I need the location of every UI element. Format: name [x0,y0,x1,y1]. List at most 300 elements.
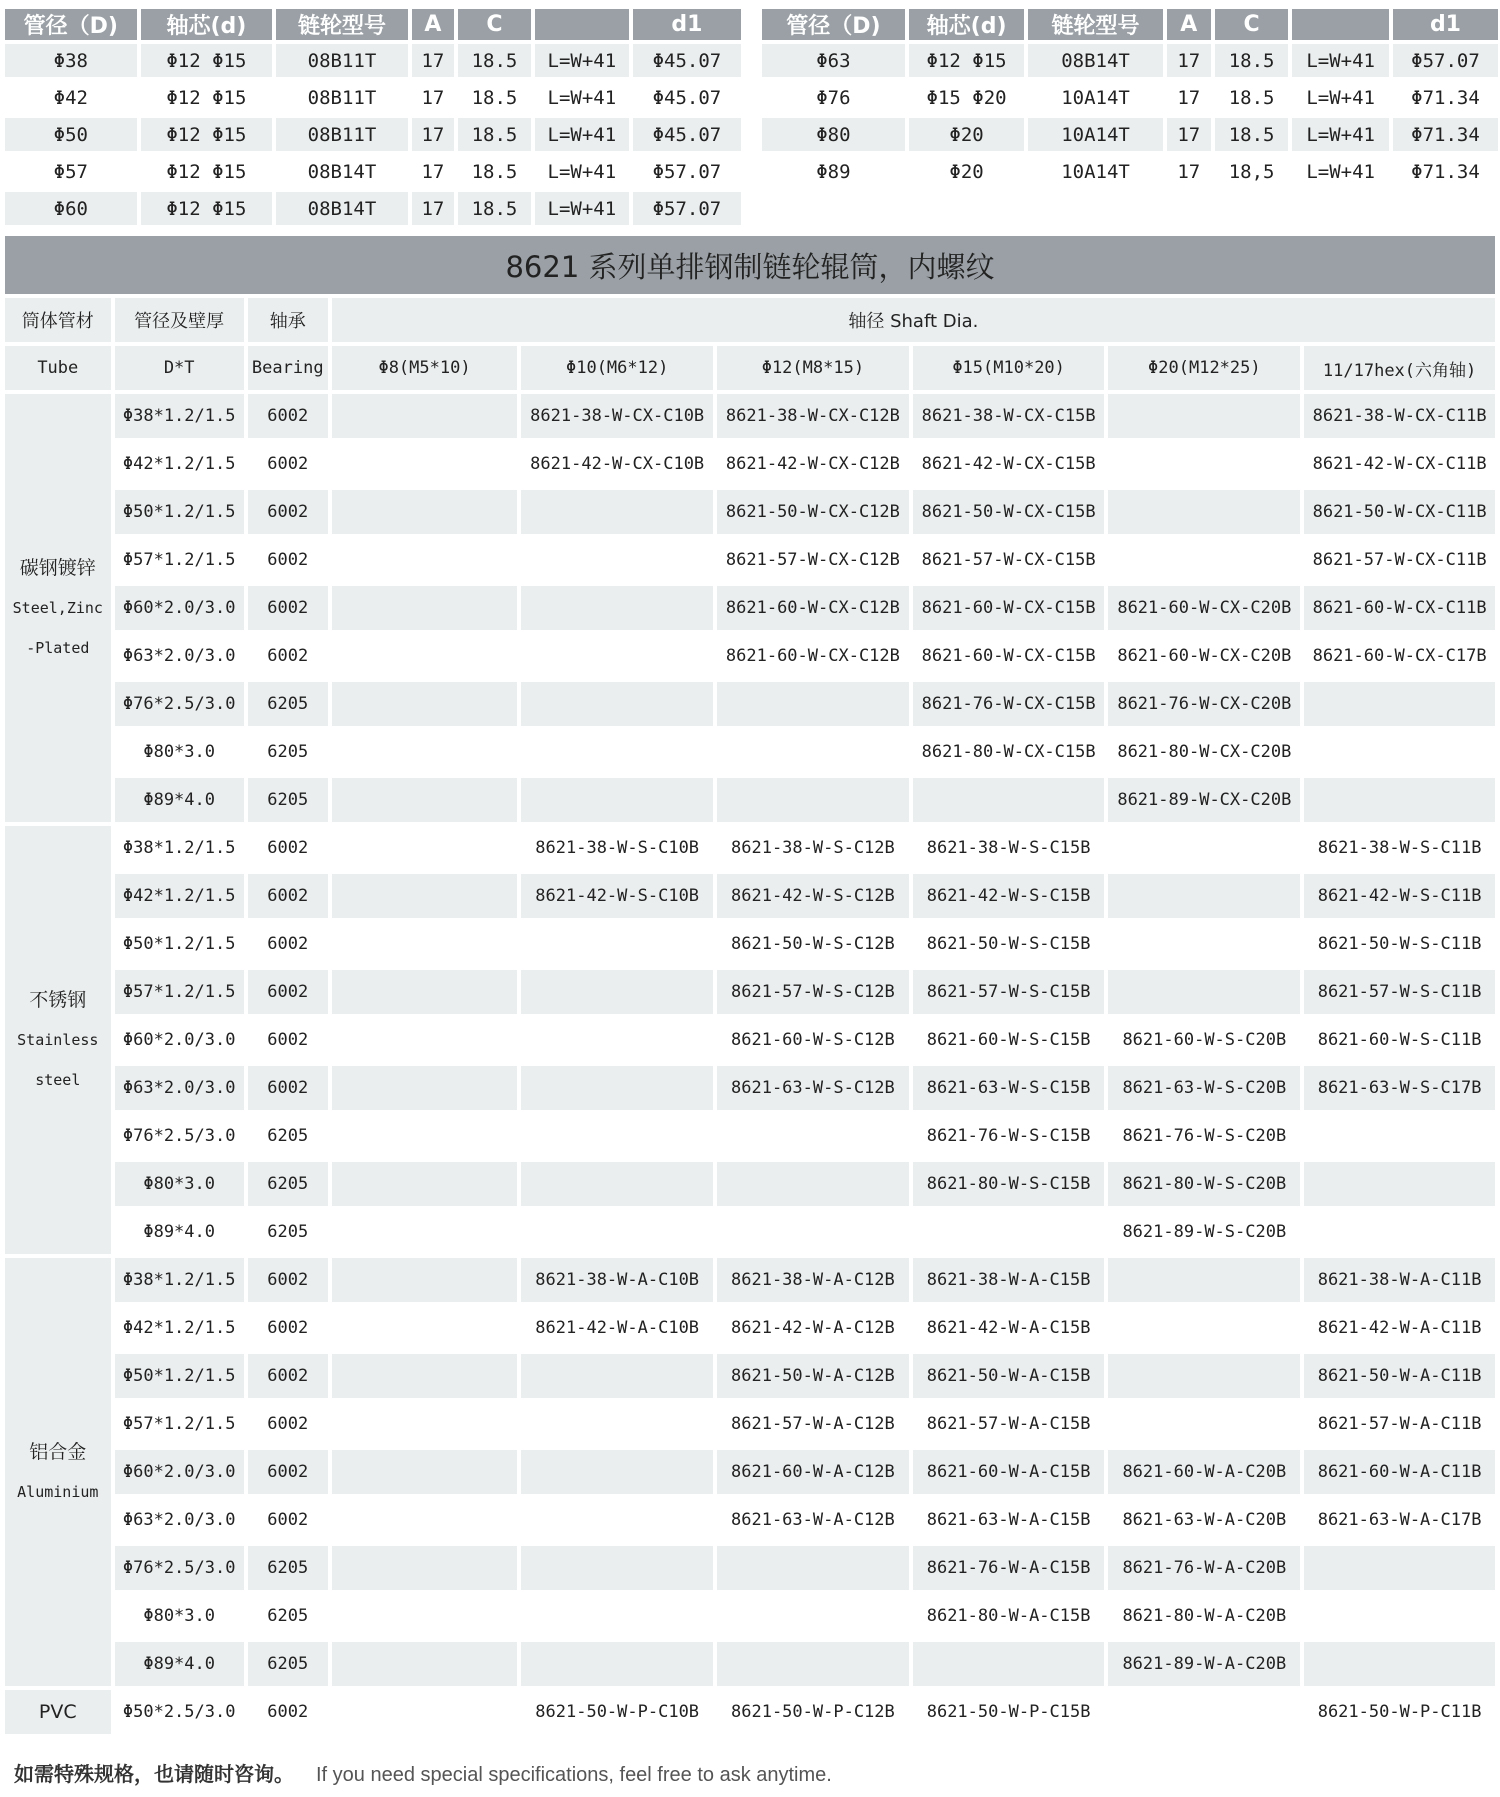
bearing-cell: 6002 [248,394,328,438]
header-tube-material: 筒体管材 [5,298,111,342]
material-name-en: Aluminium [17,1483,99,1501]
part-code-cell [1304,1594,1495,1638]
part-code-cell: 8621-60-W-CX-C17B [1304,634,1495,678]
material-name-cn: 碳钢镀锌 [19,557,96,579]
part-code-cell: 8621-42-W-S-C15B [913,874,1105,918]
diameter-thickness-cell: Φ60*2.0/3.0 [115,586,244,630]
material-name-cn: 铝合金 [29,1441,87,1463]
diameter-thickness-cell: Φ50*1.2/1.5 [115,1354,244,1398]
part-code-cell: 8621-63-W-S-C20B [1108,1066,1300,1110]
part-code-cell: 8621-76-W-S-C15B [913,1114,1105,1158]
spec-cell: 18.5 [458,118,531,151]
part-code-cell [332,1018,518,1062]
table-row [5,1114,1495,1158]
material-name-en: Steel,Zinc [12,599,103,617]
part-code-cell [1108,1402,1300,1446]
part-code-cell [521,1546,713,1590]
spec-cell: 17 [412,118,454,151]
bearing-cell: 6002 [248,826,328,870]
part-code-cell: 8621-57-W-S-C11B [1304,970,1495,1014]
part-code-cell [1304,1210,1495,1254]
part-code-cell [521,1498,713,1542]
part-code-cell: 8621-60-W-CX-C12B [717,586,909,630]
spec-cell: 17 [412,155,454,188]
part-code-cell [521,1594,713,1638]
bearing-cell: 6002 [248,538,328,582]
spec-cell: 17 [412,192,454,225]
part-code-cell: 8621-42-W-A-C15B [913,1306,1105,1350]
diameter-thickness-cell: Φ63*2.0/3.0 [115,634,244,678]
part-code-cell: 8621-60-W-A-C20B [1108,1450,1300,1494]
footer-note-en: If you need special specifications, feel free to ask anytime. [316,1764,832,1786]
table-row [5,1162,1495,1206]
part-code-cell: 8621-42-W-S-C11B [1304,874,1495,918]
part-code-cell [521,490,713,534]
part-code-cell [1108,1690,1300,1734]
table-row [5,730,1495,774]
part-code-cell [521,1018,713,1062]
spec-header-cell: 轴芯(d) [909,9,1025,40]
spec-header-cell: 管径（D) [762,9,905,40]
spec-cell: Φ38 [5,44,137,77]
part-code-cell: 8621-42-W-S-C12B [717,874,909,918]
part-code-cell: 8621-76-W-S-C20B [1108,1114,1300,1158]
bearing-cell: 6002 [248,874,328,918]
part-code-cell: 8621-38-W-CX-C11B [1304,394,1495,438]
part-code-cell: 8621-38-W-A-C12B [717,1258,909,1302]
part-code-cell [717,1546,909,1590]
spec-cell: L=W+41 [535,155,629,188]
spec-table-right [758,5,1500,192]
part-code-cell: 8621-57-W-S-C12B [717,970,909,1014]
part-code-cell [521,586,713,630]
header-shaft-dia: 轴径 Shaft Dia. [332,298,1495,342]
bearing-cell: 6205 [248,1114,328,1158]
spec-cell: Φ45.07 [633,44,741,77]
spec-row [762,44,1498,77]
spec-cell: 18.5 [1215,44,1289,77]
spec-row [762,118,1498,151]
part-code-cell: 8621-80-W-A-C15B [913,1594,1105,1638]
diameter-thickness-cell: Φ80*3.0 [115,1162,244,1206]
material-name-en-2: steel [35,1071,81,1089]
part-code-cell [1304,682,1495,726]
tube-material-cell [5,1258,111,1686]
spec-row [5,155,741,188]
part-code-cell: 8621-42-W-CX-C10B [521,442,713,486]
part-code-cell: 8621-38-W-A-C15B [913,1258,1105,1302]
spec-cell: 08B11T [276,81,408,114]
diameter-thickness-cell: Φ42*1.2/1.5 [115,874,244,918]
part-code-cell [332,826,518,870]
part-code-cell: 8621-60-W-S-C11B [1304,1018,1495,1062]
diameter-thickness-cell: Φ57*1.2/1.5 [115,970,244,1014]
footer-note [14,1758,832,1792]
header-tube: Tube [5,346,111,390]
bearing-cell: 6002 [248,1690,328,1734]
part-code-cell [521,730,713,774]
part-code-cell [332,1162,518,1206]
table-row [5,1642,1495,1686]
part-code-cell [1108,394,1300,438]
spec-cell: Φ89 [762,155,905,188]
spec-cell: 10A14T [1028,155,1162,188]
bearing-cell: 6002 [248,1402,328,1446]
part-code-cell [332,1402,518,1446]
spec-header-cell: 管径（D) [5,9,137,40]
part-code-cell: 8621-38-W-CX-C10B [521,394,713,438]
spec-cell: L=W+41 [535,118,629,151]
table-row [5,1210,1495,1254]
part-code-cell: 8621-80-W-S-C20B [1108,1162,1300,1206]
diameter-thickness-cell: Φ76*2.5/3.0 [115,1114,244,1158]
header-bearing-en: Bearing [248,346,328,390]
spec-cell: Φ42 [5,81,137,114]
part-code-cell [332,730,518,774]
part-code-cell [521,922,713,966]
spec-cell: Φ12 Φ15 [909,44,1025,77]
part-code-cell: 8621-60-W-CX-C20B [1108,586,1300,630]
spec-cell: 17 [1167,44,1211,77]
diameter-thickness-cell: Φ42*1.2/1.5 [115,1306,244,1350]
spec-header-cell: 链轮型号 [276,9,408,40]
part-code-cell: 8621-89-W-CX-C20B [1108,778,1300,822]
spec-cell: 08B11T [276,44,408,77]
part-code-cell [332,1546,518,1590]
part-code-cell: 8621-50-W-CX-C15B [913,490,1105,534]
spec-cell: Φ71.34 [1393,155,1498,188]
diameter-thickness-cell: Φ50*2.5/3.0 [115,1690,244,1734]
spec-cell: Φ12 Φ15 [141,155,273,188]
part-code-cell [332,538,518,582]
table-row [5,778,1495,822]
part-code-cell [521,1450,713,1494]
part-code-cell: 8621-80-W-CX-C15B [913,730,1105,774]
spec-cell: Φ45.07 [633,118,741,151]
spec-header-cell: A [412,9,454,40]
diameter-thickness-cell: Φ80*3.0 [115,1594,244,1638]
diameter-thickness-cell: Φ89*4.0 [115,1210,244,1254]
part-code-cell: 8621-63-W-A-C12B [717,1498,909,1542]
diameter-thickness-cell: Φ89*4.0 [115,778,244,822]
table-row [5,874,1495,918]
spec-row [762,155,1498,188]
part-code-cell: 8621-42-W-A-C10B [521,1306,713,1350]
spec-cell: Φ20 [909,118,1025,151]
bearing-cell: 6002 [248,442,328,486]
part-code-cell: 8621-80-W-A-C20B [1108,1594,1300,1638]
diameter-thickness-cell: Φ63*2.0/3.0 [115,1498,244,1542]
roller-code-table [1,294,1499,1738]
tube-material-cell [5,826,111,1254]
part-code-cell [717,682,909,726]
diameter-thickness-cell: Φ80*3.0 [115,730,244,774]
spec-cell: 08B14T [1028,44,1162,77]
spec-header-cell [535,9,629,40]
part-code-cell [717,1210,909,1254]
part-code-cell: 8621-60-W-CX-C20B [1108,634,1300,678]
part-code-cell [913,778,1105,822]
part-code-cell [332,1450,518,1494]
part-code-cell [521,1642,713,1686]
bearing-cell: 6205 [248,730,328,774]
spec-header-cell [1292,9,1389,40]
part-code-cell [332,1258,518,1302]
diameter-thickness-cell: Φ38*1.2/1.5 [115,1258,244,1302]
diameter-thickness-cell: Φ42*1.2/1.5 [115,442,244,486]
part-code-cell [332,1594,518,1638]
part-code-cell [521,1210,713,1254]
bearing-cell: 6002 [248,1066,328,1110]
spec-cell: 18.5 [458,155,531,188]
part-code-cell: 8621-50-W-CX-C12B [717,490,909,534]
part-code-cell: 8621-57-W-S-C15B [913,970,1105,1014]
part-code-cell: 8621-38-W-A-C11B [1304,1258,1495,1302]
part-code-cell: 8621-60-W-CX-C12B [717,634,909,678]
part-code-cell [332,586,518,630]
part-code-cell [1108,826,1300,870]
spec-header-cell: 链轮型号 [1028,9,1162,40]
spec-cell: Φ45.07 [633,81,741,114]
header-bearing: 轴承 [248,298,328,342]
part-code-cell: 8621-76-W-CX-C20B [1108,682,1300,726]
part-code-cell [1108,874,1300,918]
part-code-cell [521,682,713,726]
part-code-cell [332,682,518,726]
part-code-cell [521,1114,713,1158]
part-code-cell: 8621-42-W-S-C10B [521,874,713,918]
part-code-cell: 8621-57-W-CX-C11B [1304,538,1495,582]
part-code-cell [332,634,518,678]
part-code-cell: 8621-60-W-CX-C15B [913,634,1105,678]
table-row [5,1690,1495,1734]
part-code-cell [521,538,713,582]
part-code-cell [521,1354,713,1398]
part-code-cell: 8621-60-W-S-C12B [717,1018,909,1062]
spec-cell: Φ57.07 [1393,44,1498,77]
bearing-cell: 6002 [248,634,328,678]
part-code-cell: 8621-38-W-CX-C15B [913,394,1105,438]
spec-cell: 18.5 [1215,81,1289,114]
spec-cell: 10A14T [1028,118,1162,151]
spec-cell: Φ20 [909,155,1025,188]
spec-cell: 18,5 [1215,155,1289,188]
part-code-cell [717,1642,909,1686]
part-code-cell [717,730,909,774]
spec-table-left [1,5,745,229]
spec-header-cell: d1 [633,9,741,40]
table-row [5,1066,1495,1110]
part-code-cell [332,778,518,822]
spec-row [5,118,741,151]
spec-cell: 08B14T [276,155,408,188]
part-code-cell: 8621-63-W-S-C17B [1304,1066,1495,1110]
spec-header-cell: 轴芯(d) [141,9,273,40]
part-code-cell [332,442,518,486]
part-code-cell [332,1690,518,1734]
footer-note-cn: 如需特殊规格，也请随时咨询。 [14,1762,294,1786]
spec-cell: 17 [412,44,454,77]
part-code-cell [332,1498,518,1542]
header-shaft-col: Φ8(M5*10) [332,346,518,390]
spec-cell: Φ71.34 [1393,118,1498,151]
header-dt: D*T [115,346,244,390]
table-row [5,1450,1495,1494]
part-code-cell: 8621-80-W-CX-C20B [1108,730,1300,774]
spec-cell: 17 [1167,155,1211,188]
table-row [5,1594,1495,1638]
spec-cell: Φ50 [5,118,137,151]
spec-cell: Φ12 Φ15 [141,192,273,225]
tube-material-cell [5,394,111,822]
part-code-cell [521,778,713,822]
bearing-cell: 6205 [248,1594,328,1638]
diameter-thickness-cell: Φ89*4.0 [115,1642,244,1686]
spec-cell: 17 [412,81,454,114]
spec-cell: L=W+41 [1292,44,1389,77]
spec-row [5,44,741,77]
spec-header-cell: C [1215,9,1289,40]
table-row [5,1354,1495,1398]
spec-cell: Φ57 [5,155,137,188]
bearing-cell: 6002 [248,1354,328,1398]
bearing-cell: 6205 [248,1546,328,1590]
part-code-cell: 8621-50-W-A-C12B [717,1354,909,1398]
part-code-cell: 8621-63-W-A-C20B [1108,1498,1300,1542]
part-code-cell [1304,730,1495,774]
diameter-thickness-cell: Φ50*1.2/1.5 [115,490,244,534]
part-code-cell: 8621-60-W-A-C12B [717,1450,909,1494]
part-code-cell: 8621-50-W-A-C11B [1304,1354,1495,1398]
part-code-cell: 8621-63-W-S-C12B [717,1066,909,1110]
material-name-en-2: -Plated [26,639,90,657]
spec-cell: Φ76 [762,81,905,114]
part-code-cell [332,1642,518,1686]
part-code-cell: 8621-76-W-A-C20B [1108,1546,1300,1590]
header-diameter-thickness: 管径及壁厚 [115,298,244,342]
bearing-cell: 6205 [248,1642,328,1686]
part-code-cell: 8621-50-W-A-C15B [913,1354,1105,1398]
spec-cell: Φ63 [762,44,905,77]
part-code-cell [1108,538,1300,582]
table-row [5,490,1495,534]
spec-header-cell: C [458,9,531,40]
part-code-cell: 8621-60-W-S-C15B [913,1018,1105,1062]
part-code-cell [332,1066,518,1110]
spec-cell: Φ12 Φ15 [141,44,273,77]
part-code-cell [521,970,713,1014]
spec-cell: L=W+41 [535,44,629,77]
part-code-cell: 8621-57-W-A-C11B [1304,1402,1495,1446]
part-code-cell [717,778,909,822]
spec-cell: Φ57.07 [633,155,741,188]
part-code-cell [332,1114,518,1158]
diameter-thickness-cell: Φ76*2.5/3.0 [115,682,244,726]
part-code-cell: 8621-50-W-S-C11B [1304,922,1495,966]
spec-cell: 18.5 [458,192,531,225]
bearing-cell: 6002 [248,922,328,966]
bearing-cell: 6205 [248,682,328,726]
spec-cell: 08B11T [276,118,408,151]
spec-cell: Φ57.07 [633,192,741,225]
spec-cell: Φ60 [5,192,137,225]
part-code-cell [1108,1306,1300,1350]
spec-cell: Φ71.34 [1393,81,1498,114]
part-code-cell: 8621-60-W-S-C20B [1108,1018,1300,1062]
table-row [5,682,1495,726]
part-code-cell: 8621-80-W-S-C15B [913,1162,1105,1206]
diameter-thickness-cell: Φ57*1.2/1.5 [115,1402,244,1446]
header-shaft-col: Φ10(M6*12) [521,346,713,390]
part-code-cell [1304,1642,1495,1686]
part-code-cell: 8621-42-W-CX-C12B [717,442,909,486]
part-code-cell [1304,1162,1495,1206]
part-code-cell: 8621-89-W-A-C20B [1108,1642,1300,1686]
part-code-cell: 8621-38-W-S-C12B [717,826,909,870]
part-code-cell [1108,922,1300,966]
part-code-cell: 8621-60-W-CX-C11B [1304,586,1495,630]
bearing-cell: 6002 [248,970,328,1014]
spec-cell: Φ12 Φ15 [141,81,273,114]
spec-cell: 18.5 [1215,118,1289,151]
spec-cell: 10A14T [1028,81,1162,114]
spec-row [5,81,741,114]
part-code-cell: 8621-38-W-S-C11B [1304,826,1495,870]
bearing-cell: 6002 [248,586,328,630]
part-code-cell [1304,1546,1495,1590]
material-name-en: Stainless [17,1031,99,1049]
part-code-cell: 8621-50-W-P-C15B [913,1690,1105,1734]
spec-cell: L=W+41 [535,81,629,114]
part-code-cell [332,1354,518,1398]
bearing-cell: 6002 [248,1258,328,1302]
spec-header-cell: d1 [1393,9,1498,40]
spec-row [762,81,1498,114]
part-code-cell [521,1066,713,1110]
table-row [5,1258,1495,1302]
spec-cell: L=W+41 [1292,155,1389,188]
part-code-cell: 8621-50-W-P-C10B [521,1690,713,1734]
part-code-cell: 8621-60-W-A-C11B [1304,1450,1495,1494]
diameter-thickness-cell: Φ60*2.0/3.0 [115,1450,244,1494]
part-code-cell [1108,1258,1300,1302]
part-code-cell: 8621-38-W-CX-C12B [717,394,909,438]
part-code-cell [717,1594,909,1638]
bearing-cell: 6002 [248,1498,328,1542]
part-code-cell: 8621-50-W-S-C15B [913,922,1105,966]
part-code-cell: 8621-50-W-P-C11B [1304,1690,1495,1734]
part-code-cell [521,1402,713,1446]
diameter-thickness-cell: Φ50*1.2/1.5 [115,922,244,966]
part-code-cell [332,394,518,438]
table-row [5,442,1495,486]
part-code-cell [1108,490,1300,534]
part-code-cell [521,1162,713,1206]
spec-cell: 17 [1167,81,1211,114]
table-row [5,826,1495,870]
part-code-cell [1108,970,1300,1014]
part-code-cell: 8621-42-W-A-C12B [717,1306,909,1350]
part-code-cell [332,970,518,1014]
part-code-cell: 8621-42-W-A-C11B [1304,1306,1495,1350]
header-shaft-col: Φ20(M12*25) [1108,346,1300,390]
bearing-cell: 6205 [248,778,328,822]
spec-cell: Φ15 Φ20 [909,81,1025,114]
diameter-thickness-cell: Φ76*2.5/3.0 [115,1546,244,1590]
part-code-cell: 8621-50-W-S-C12B [717,922,909,966]
diameter-thickness-cell: Φ63*2.0/3.0 [115,1066,244,1110]
header-shaft-col: 11/17hex(六角轴) [1304,346,1495,390]
